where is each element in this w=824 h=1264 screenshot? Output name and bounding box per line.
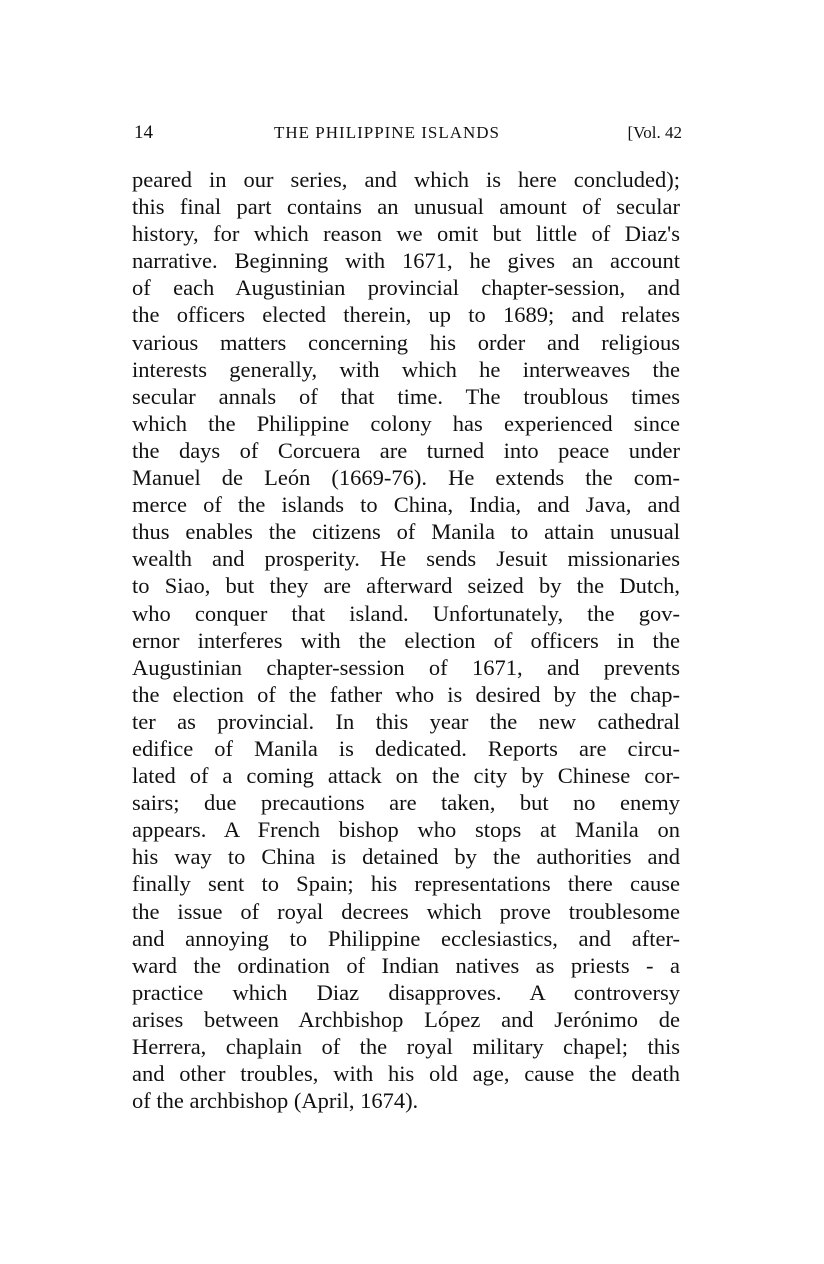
- text-line: sairs; due precautions are taken, but no enemy: [132, 790, 680, 816]
- text-line: the election of the father who is desired by the chap-: [132, 681, 680, 707]
- text-line: various matters concerning his order and religious: [132, 329, 680, 355]
- text-line: secular annals of that time. The troublous times: [132, 383, 680, 409]
- running-head: [134, 118, 682, 148]
- text-line: merce of the islands to China, India, and Java, and: [132, 492, 680, 518]
- text-line: and other troubles, with his old age, cause the death: [132, 1061, 680, 1087]
- text-line: lated of a coming attack on the city by Chinese cor-: [132, 763, 680, 789]
- text-line: ernor interferes with the election of officers in the: [132, 627, 680, 653]
- text-line: thus enables the citizens of Manila to attain unusual: [132, 519, 680, 545]
- text-line: Manuel de León (1669-76). He extends the com-: [132, 465, 680, 491]
- text-line: Augustinian chapter-session of 1671, and prevents: [132, 654, 680, 680]
- text-line: ter as provincial. In this year the new cathedral: [132, 708, 680, 734]
- text-line: interests generally, with which he interweaves the: [132, 356, 680, 382]
- body-text: [132, 166, 680, 1114]
- text-line: who conquer that island. Unfortunately, the gov-: [132, 600, 680, 626]
- text-line: edifice of Manila is dedicated. Reports are circu-: [132, 735, 680, 761]
- text-line: this final part contains an unusual amount of secular: [132, 194, 680, 220]
- text-line: his way to China is detained by the authorities and: [132, 844, 680, 870]
- text-line: history, for which reason we omit but little of Diaz's: [132, 221, 680, 247]
- text-line: the officers elected therein, up to 1689; and relates: [132, 302, 680, 328]
- text-line: of the archbishop (April, 1674).: [132, 1088, 419, 1114]
- text-line: ward the ordination of Indian natives as priests - a: [132, 952, 680, 978]
- text-line: practice which Diaz disapproves. A controversy: [132, 979, 680, 1005]
- text-line: of each Augustinian provincial chapter-session, and: [132, 275, 680, 301]
- text-line: to Siao, but they are afterward seized by the Dutch,: [132, 573, 680, 599]
- text-line: narrative. Beginning with 1671, he gives an account: [132, 248, 680, 274]
- text-line: Herrera, chaplain of the royal military chapel; this: [132, 1034, 680, 1059]
- text-line: appears. A French bishop who stops at Manila on: [132, 817, 680, 843]
- page-number: 14: [134, 122, 153, 143]
- text-line: wealth and prosperity. He sends Jesuit missionaries: [132, 546, 680, 572]
- volume-label: [Vol. 42: [627, 123, 682, 142]
- text-line: finally sent to Spain; his representations there cause: [132, 871, 680, 897]
- text-line: and annoying to Philippine ecclesiastics, and after-: [132, 925, 680, 951]
- text-line: arises between Archbishop López and Jerónimo de: [132, 1006, 680, 1032]
- text-line: the issue of royal decrees which prove troublesome: [132, 898, 680, 924]
- text-line: peared in our series, and which is here concluded);: [132, 167, 680, 192]
- running-title: THE PHILIPPINE ISLANDS: [274, 123, 500, 142]
- text-line: the days of Corcuera are turned into peace under: [132, 437, 680, 463]
- text-line: which the Philippine colony has experienced since: [132, 410, 680, 436]
